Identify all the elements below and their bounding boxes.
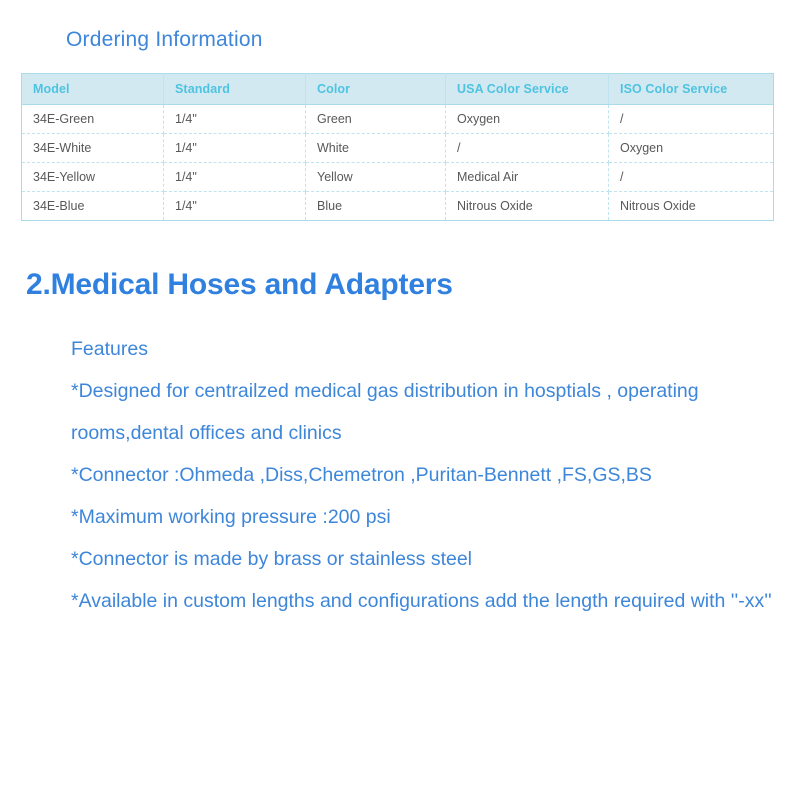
table-body [22,105,774,221]
features-title: Features [71,338,148,360]
feature-item: *Connector is made by brass or stainless steel [71,548,473,570]
feature-item: *Available in custom lengths and configurations add the length required with ''-xx'' [71,590,772,612]
feature-item: *Designed for centrailzed medical gas distribution in hosptials , operating rooms,dental offices and clinics [71,380,699,444]
column-header-standard: Standard [164,74,306,105]
cell-standard: 1/4" [164,163,306,192]
cell-iso-color-service: Oxygen [609,134,774,163]
table-header [22,74,774,105]
cell-color: Yellow [306,163,446,192]
cell-usa-color-service: Medical Air [446,163,609,192]
cell-color: White [306,134,446,163]
cell-model: 34E-Blue [22,192,164,221]
feature-item: *Maximum working pressure :200 psi [71,506,391,528]
cell-model: 34E-Green [22,105,164,134]
column-header-usa-color-service: USA Color Service [446,74,609,105]
cell-usa-color-service: Nitrous Oxide [446,192,609,221]
cell-standard: 1/4" [164,134,306,163]
cell-model: 34E-Yellow [22,163,164,192]
section-heading-medical-hoses-and-adapters: 2.Medical Hoses and Adapters [26,268,453,301]
column-header-iso-color-service: ISO Color Service [609,74,774,105]
table-row [22,163,774,192]
cell-model: 34E-White [22,134,164,163]
ordering-information-table [21,73,774,221]
cell-iso-color-service: / [609,163,774,192]
column-header-color: Color [306,74,446,105]
cell-color: Blue [306,192,446,221]
page-title: Ordering Information [66,28,263,51]
features-block [71,328,781,622]
cell-color: Green [306,105,446,134]
table-row [22,134,774,163]
cell-usa-color-service: / [446,134,609,163]
feature-item: *Connector :Ohmeda ,Diss,Chemetron ,Puritan-Bennett ,FS,GS,BS [71,464,652,486]
cell-standard: 1/4" [164,105,306,134]
table-row [22,105,774,134]
cell-iso-color-service: Nitrous Oxide [609,192,774,221]
table-row [22,192,774,221]
cell-iso-color-service: / [609,105,774,134]
table-header-row [22,74,774,105]
column-header-model: Model [22,74,164,105]
cell-usa-color-service: Oxygen [446,105,609,134]
cell-standard: 1/4" [164,192,306,221]
